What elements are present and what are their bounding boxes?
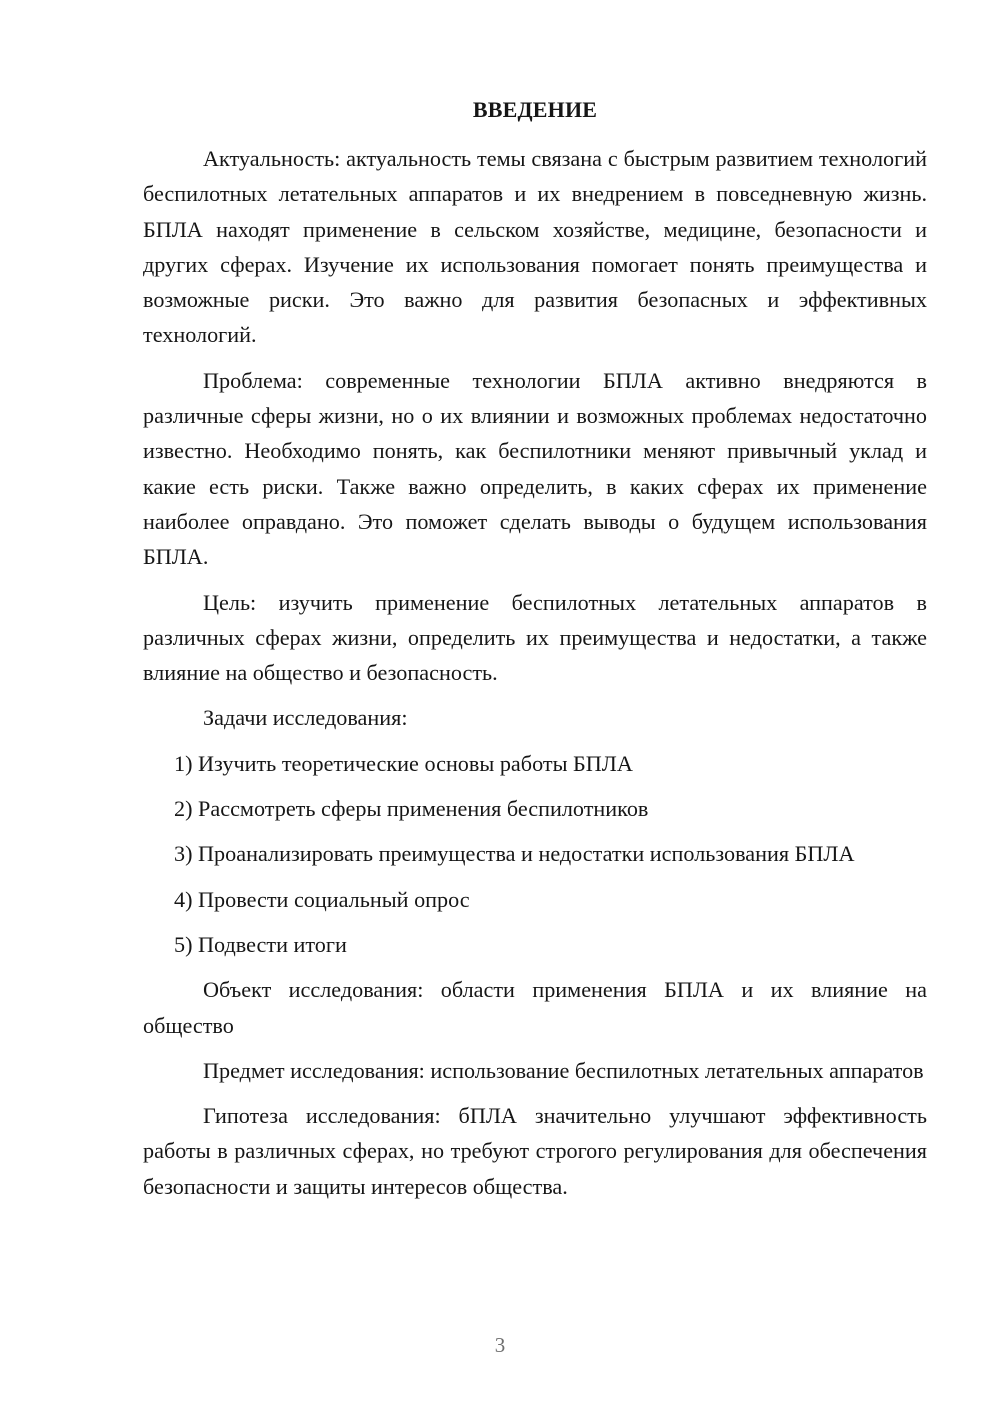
hypothesis-paragraph: Гипотеза исследования: бПЛА значительно улучшают эффективность работы в различных сферах, но требуют строгого регулирования для обеспечения безопасности и защиты интересов общества.: [143, 1103, 927, 1199]
relevance-paragraph: Актуальность: актуальность темы связана с быстрым развитием технологий беспилотных летательных аппаратов и их внедрением в повседневную жизнь. БПЛА находят применение в сельском хозяйстве, медицине, безопасности и других сферах. Изучение их использования помогает понять преимущества и возможные риски. Это важно для развития безопасных и эффективных технологий.: [143, 146, 927, 348]
subject-paragraph: Предмет исследования: использование беспилотных летательных аппаратов: [203, 1057, 924, 1083]
section-title: ВВЕДЕНИЕ: [472, 97, 598, 122]
tasks-heading: Задачи исследования:: [203, 705, 408, 731]
task-item: 4) Провести социальный опрос: [174, 886, 470, 912]
task-item: 3) Проанализировать преимущества и недостатки использования БПЛА: [174, 841, 855, 867]
object-paragraph: Объект исследования: области применения БПЛА и их влияние на общество: [143, 977, 927, 1038]
page-content: [143, 95, 927, 1214]
problem-paragraph: Проблема: современные технологии БПЛА активно внедряются в различные сферы жизни, но о их влиянии и возможных проблемах недостаточно известно. Необходимо понять, как беспилотники меняют привычный уклад и какие есть риски. Также важно определить, в каких сферах их применение наиболее оправдано. Это поможет сделать выводы о будущем использования БПЛА.: [143, 367, 927, 570]
task-item: 1) Изучить теоретические основы работы БПЛА: [174, 750, 633, 776]
page-number: 3: [494, 1333, 506, 1357]
task-item: 5) Подвести итоги: [174, 931, 347, 957]
task-item: 2) Рассмотреть сферы применения беспилотников: [174, 796, 649, 822]
goal-paragraph: Цель: изучить применение беспилотных летательных аппаратов в различных сферах жизни, определить их преимущества и недостатки, а также влияние на общество и безопасность.: [143, 589, 927, 686]
